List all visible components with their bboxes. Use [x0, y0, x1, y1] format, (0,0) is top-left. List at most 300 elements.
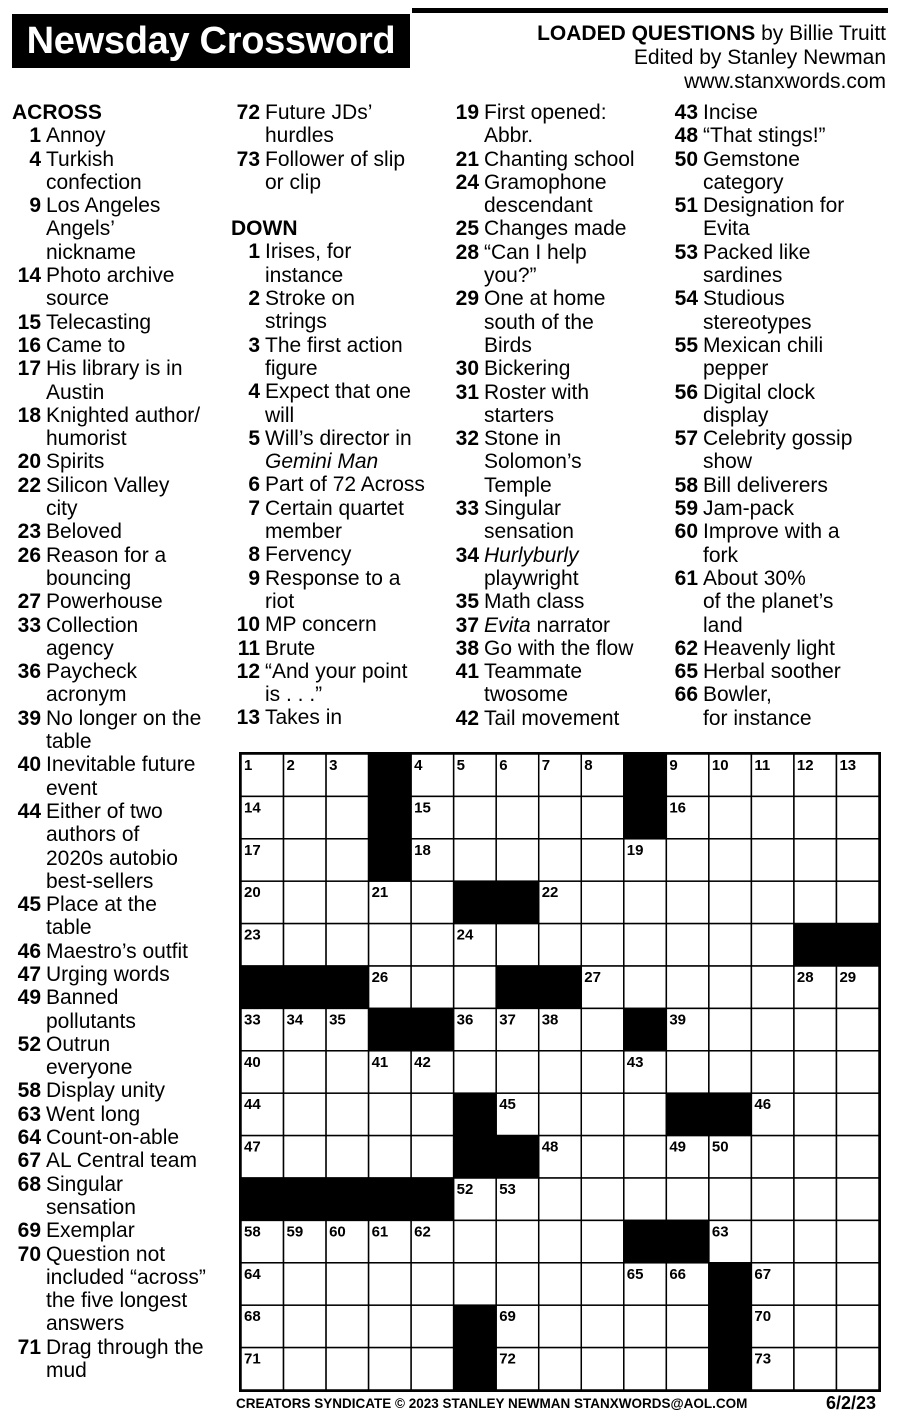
author: by Billie Truitt [761, 22, 886, 45]
grid-cell[interactable] [624, 966, 667, 1008]
down-clue-50[interactable] [669, 148, 894, 195]
black-square [454, 1305, 497, 1347]
puzzle-date: 6/2/23 [825, 1393, 876, 1413]
clue-number: 26 [17, 543, 41, 567]
grid-cell[interactable] [794, 1178, 837, 1220]
cell-number: 29 [839, 969, 857, 986]
down-clue-51[interactable] [669, 194, 894, 241]
across-clue-18[interactable] [12, 404, 224, 451]
black-square [326, 1178, 369, 1220]
down-clue-37[interactable] [450, 614, 662, 637]
grid-cell[interactable] [666, 966, 709, 1008]
grid-cell[interactable] [411, 924, 454, 966]
clue-text: Digital clock display [703, 380, 816, 427]
across-clue-14[interactable] [12, 264, 224, 311]
black-square [709, 1348, 752, 1390]
across-clue-47[interactable] [12, 963, 224, 986]
grid-cell[interactable] [836, 1136, 879, 1178]
down-clue-61[interactable] [669, 567, 894, 637]
clue-text: Studious stereotypes [703, 287, 812, 334]
clue-text: Maestro’s outfit [46, 939, 189, 963]
grid-cell[interactable] [751, 839, 794, 881]
black-square [624, 1220, 667, 1262]
down-clue-28[interactable] [450, 241, 662, 288]
down-clue-54[interactable] [669, 287, 894, 334]
across-clue-49[interactable] [12, 986, 224, 1033]
black-square [454, 1136, 497, 1178]
grid-cell[interactable] [751, 924, 794, 966]
grid-cell[interactable] [709, 924, 752, 966]
across-clue-15[interactable] [12, 311, 224, 334]
grid-cell[interactable] [496, 839, 539, 881]
grid-cell[interactable] [836, 1305, 879, 1347]
down-clue-35[interactable] [450, 590, 662, 613]
black-square [369, 839, 412, 881]
grid-cell[interactable] [539, 796, 582, 838]
across-clue-39[interactable] [12, 707, 224, 754]
across-clue-52[interactable] [12, 1033, 224, 1080]
grid-cell[interactable] [284, 1348, 327, 1390]
down-clue-9[interactable] [231, 567, 449, 614]
grid-cell[interactable] [794, 1220, 837, 1262]
grid-cell[interactable] [326, 1051, 369, 1093]
down-clue-60[interactable] [669, 520, 894, 567]
grid-cell[interactable] [539, 1220, 582, 1262]
grid-cell[interactable] [794, 1263, 837, 1305]
grid-cell[interactable] [794, 881, 837, 923]
clue-text: Fervency [265, 543, 352, 567]
grid-cell[interactable] [794, 839, 837, 881]
grid-cell[interactable] [836, 1220, 879, 1262]
grid-cell[interactable] [581, 796, 624, 838]
grid-cell[interactable] [581, 1305, 624, 1347]
down-clue-33[interactable] [450, 497, 662, 544]
grid-cell[interactable] [836, 1263, 879, 1305]
across-clue-67[interactable] [12, 1149, 224, 1172]
down-clue-29[interactable] [450, 287, 662, 357]
cell-number: 66 [669, 1265, 687, 1283]
down-clue-1[interactable] [231, 240, 449, 287]
grid-cell[interactable] [284, 1051, 327, 1093]
across-clue-27[interactable] [12, 590, 224, 613]
grid-cell[interactable] [369, 1348, 412, 1390]
clue-number: 63 [17, 1102, 41, 1126]
clue-text: His library is in Austin [46, 357, 183, 404]
grid-cell[interactable] [326, 881, 369, 923]
down-clue-3[interactable] [231, 334, 449, 381]
puzzle-title-line [537, 22, 886, 46]
grid-cell[interactable] [794, 796, 837, 838]
down-clue-55[interactable] [669, 334, 894, 381]
grid-cell[interactable] [411, 1263, 454, 1305]
grid-cell[interactable] [709, 796, 752, 838]
clue-number: 73 [236, 147, 260, 171]
across-clue-70[interactable] [12, 1243, 224, 1336]
clue-text: “That stings!” [703, 124, 826, 148]
down-clue-12[interactable] [231, 660, 449, 707]
across-clue-72[interactable] [231, 101, 449, 148]
grid-cell[interactable] [496, 924, 539, 966]
clue-text: First opened: Abbr. [484, 101, 607, 148]
down-clue-62[interactable] [669, 637, 894, 660]
grid-cell[interactable] [666, 839, 709, 881]
clue-text: Count-on-able [46, 1126, 180, 1150]
clue-number: 55 [674, 333, 698, 357]
across-clue-1[interactable] [12, 124, 224, 147]
across-clue-16[interactable] [12, 334, 224, 357]
clue-text: Place at the table [46, 893, 157, 940]
grid-cell[interactable] [411, 1136, 454, 1178]
grid-cell[interactable] [751, 966, 794, 1008]
clue-text: Annoy [46, 124, 106, 148]
grid-cell[interactable] [666, 1305, 709, 1347]
clue-text: Improve with a fork [703, 520, 840, 567]
grid-cell[interactable] [496, 1220, 539, 1262]
grid-cell[interactable] [326, 1263, 369, 1305]
across-clue-44[interactable] [12, 800, 224, 893]
clue-number: 2 [248, 287, 260, 311]
clue-column-2 [231, 101, 449, 730]
grid-cell[interactable] [836, 1178, 879, 1220]
grid-cell[interactable] [284, 1093, 327, 1135]
clue-text: Outrun everyone [46, 1032, 133, 1080]
grid-cell[interactable] [284, 1305, 327, 1347]
down-clue-10[interactable] [231, 613, 449, 636]
clue-number: 58 [17, 1079, 41, 1103]
across-clue-22[interactable] [12, 474, 224, 521]
clue-text: Drag through the mud [46, 1335, 204, 1383]
clue-text: Went long [46, 1102, 141, 1126]
grid-cell[interactable] [326, 1093, 369, 1135]
clue-text: Response to a riot [265, 566, 401, 613]
grid-cell[interactable] [369, 1263, 412, 1305]
down-clue-53[interactable] [669, 241, 894, 288]
clue-number: 61 [674, 566, 698, 590]
down-clue-24[interactable] [450, 171, 662, 218]
grid-cell[interactable] [539, 1178, 582, 1220]
across-clue-64[interactable] [12, 1126, 224, 1149]
grid-cell[interactable] [496, 1263, 539, 1305]
down-clue-32[interactable] [450, 427, 662, 497]
cell-number: 44 [244, 1096, 261, 1114]
black-square [624, 754, 667, 796]
editor: Edited by Stanley Newman [633, 46, 886, 69]
grid-cell[interactable] [836, 881, 879, 923]
down-clue-58[interactable] [669, 474, 894, 497]
down-clue-48[interactable] [669, 124, 894, 147]
grid-cell[interactable] [624, 881, 667, 923]
grid-cell[interactable] [539, 924, 582, 966]
across-clue-45[interactable] [12, 893, 224, 940]
clue-text: Takes in [265, 706, 343, 730]
grid-cell[interactable] [581, 1263, 624, 1305]
down-clue-8[interactable] [231, 543, 449, 566]
black-square [284, 966, 327, 1008]
grid-cell[interactable] [284, 1263, 327, 1305]
across-clue-9[interactable] [12, 194, 224, 264]
cell-number: 70 [754, 1308, 772, 1326]
across-clue-73[interactable] [231, 148, 449, 195]
grid-cell[interactable] [284, 839, 327, 881]
grid-cell[interactable] [326, 1136, 369, 1178]
grid-cell[interactable] [581, 881, 624, 923]
clue-number: 71 [17, 1335, 41, 1359]
down-clue-65[interactable] [669, 660, 894, 683]
black-square [539, 966, 582, 1008]
grid-cell[interactable] [284, 1136, 327, 1178]
clue-number: 37 [455, 613, 479, 637]
down-clue-31[interactable] [450, 381, 662, 428]
spacer [231, 194, 449, 217]
clue-number: 62 [674, 636, 698, 660]
across-clue-36[interactable] [12, 660, 224, 707]
grid-cell[interactable] [709, 881, 752, 923]
down-clue-57[interactable] [669, 427, 894, 474]
down-clue-38[interactable] [450, 637, 662, 660]
down-clue-5[interactable] [231, 427, 449, 474]
black-square [794, 924, 837, 966]
byline [537, 22, 886, 94]
clue-column-4 [669, 101, 894, 730]
grid-cell[interactable] [284, 796, 327, 838]
across-clue-20[interactable] [12, 450, 224, 473]
grid-cell[interactable] [794, 1093, 837, 1135]
grid-cell[interactable] [581, 1220, 624, 1262]
grid-cell[interactable] [369, 1305, 412, 1347]
grid-cell[interactable] [751, 796, 794, 838]
down-clue-2[interactable] [231, 287, 449, 334]
cell-number: 19 [626, 841, 644, 859]
down-clue-30[interactable] [450, 357, 662, 380]
grid-cell[interactable] [454, 1263, 497, 1305]
across-clue-4[interactable] [12, 148, 224, 195]
grid-cell[interactable] [326, 1348, 369, 1390]
grid-cell[interactable] [326, 924, 369, 966]
grid-cell[interactable] [284, 881, 327, 923]
grid-cell[interactable] [539, 1348, 582, 1390]
down-clue-6[interactable] [231, 473, 449, 496]
down-clue-4[interactable] [231, 380, 449, 427]
clue-text: Paycheck acronym [46, 660, 138, 707]
grid-cell[interactable] [624, 1178, 667, 1220]
grid-cell[interactable] [496, 1051, 539, 1093]
grid-cell[interactable] [794, 1008, 837, 1050]
down-clue-7[interactable] [231, 497, 449, 544]
grid-cell[interactable] [794, 1051, 837, 1093]
grid-cell[interactable] [751, 1008, 794, 1050]
grid-cell[interactable] [454, 1051, 497, 1093]
grid-cell[interactable] [454, 966, 497, 1008]
grid-cell[interactable] [751, 881, 794, 923]
down-clue-59[interactable] [669, 497, 894, 520]
clue-text: Collection agency [46, 613, 139, 660]
grid-cell[interactable] [411, 1305, 454, 1347]
down-clue-21[interactable] [450, 148, 662, 171]
grid-cell[interactable] [709, 1051, 752, 1093]
grid-cell[interactable] [284, 924, 327, 966]
grid-cell[interactable] [666, 924, 709, 966]
grid-cell[interactable] [836, 1008, 879, 1050]
clue-text: MP concern [265, 613, 377, 637]
grid-cell[interactable] [411, 966, 454, 1008]
grid-cell[interactable] [411, 1093, 454, 1135]
clue-number: 4 [29, 147, 41, 171]
grid-cell[interactable] [411, 881, 454, 923]
grid-cell[interactable] [836, 1051, 879, 1093]
cell-number: 48 [541, 1138, 559, 1156]
down-clue-19[interactable] [450, 101, 662, 148]
grid-cell[interactable] [581, 1178, 624, 1220]
grid-cell[interactable] [624, 924, 667, 966]
grid-cell[interactable] [539, 1093, 582, 1135]
grid-cell[interactable] [539, 839, 582, 881]
cell-number: 7 [541, 757, 551, 774]
clue-number: 53 [674, 240, 698, 264]
clue-number: 19 [455, 101, 479, 124]
down-clue-56[interactable] [669, 381, 894, 428]
across-clue-68[interactable] [12, 1173, 224, 1220]
grid-cell[interactable] [666, 1178, 709, 1220]
across-clue-69[interactable] [12, 1219, 224, 1242]
clue-text: Designation for Evita [703, 194, 845, 241]
cell-number: 26 [371, 969, 389, 986]
grid-cell[interactable] [581, 1008, 624, 1050]
cell-number: 41 [371, 1053, 389, 1071]
grid-cell[interactable] [454, 796, 497, 838]
across-clue-58[interactable] [12, 1079, 224, 1102]
cell-number: 13 [839, 757, 857, 774]
crossword-grid[interactable] [239, 752, 881, 1392]
cell-number: 62 [414, 1223, 431, 1241]
down-clue-42[interactable] [450, 707, 662, 730]
grid-cell[interactable] [581, 839, 624, 881]
grid-cell[interactable] [836, 839, 879, 881]
cell-number: 10 [711, 757, 729, 774]
clue-number: 38 [455, 636, 479, 660]
grid-cell[interactable] [751, 1220, 794, 1262]
cell-number: 9 [669, 757, 678, 774]
grid-cell[interactable] [411, 1348, 454, 1390]
grid-cell[interactable] [454, 839, 497, 881]
clue-number: 29 [455, 287, 479, 311]
down-clue-11[interactable] [231, 637, 449, 660]
across-clue-26[interactable] [12, 544, 224, 591]
down-clue-25[interactable] [450, 217, 662, 240]
clue-text: Future JDs’ hurdles [265, 101, 373, 148]
grid-cell[interactable] [666, 881, 709, 923]
across-clue-17[interactable] [12, 357, 224, 404]
across-clue-23[interactable] [12, 520, 224, 543]
down-clue-13[interactable] [231, 706, 449, 729]
grid-cell[interactable] [751, 1136, 794, 1178]
grid-cell[interactable] [326, 1305, 369, 1347]
clue-text: “Can I help you?” [484, 240, 587, 288]
grid-cell[interactable] [709, 1008, 752, 1050]
grid-cell[interactable] [836, 1093, 879, 1135]
clue-text: Math class [484, 590, 585, 614]
down-clue-41[interactable] [450, 660, 662, 707]
across-clue-71[interactable] [12, 1336, 224, 1383]
grid-cell[interactable] [794, 1136, 837, 1178]
grid-cell[interactable] [369, 1136, 412, 1178]
clue-number: 1 [248, 240, 260, 264]
clue-text: Herbal soother [703, 660, 841, 684]
grid-cell[interactable] [709, 1178, 752, 1220]
black-square [454, 881, 497, 923]
across-clue-40[interactable] [12, 753, 224, 800]
grid-cell[interactable] [751, 1178, 794, 1220]
grid-cell[interactable] [496, 796, 539, 838]
clue-text: Go with the flow [484, 636, 634, 660]
clue-number: 72 [236, 101, 260, 124]
cell-number: 58 [244, 1223, 261, 1241]
cell-number: 27 [584, 969, 601, 986]
grid-cell[interactable] [581, 924, 624, 966]
black-square [369, 1178, 412, 1220]
grid-cell[interactable] [624, 1136, 667, 1178]
grid-cell[interactable] [326, 839, 369, 881]
clue-number: 65 [674, 660, 698, 684]
grid-cell[interactable] [624, 1305, 667, 1347]
across-clue-33[interactable] [12, 614, 224, 661]
cell-number: 34 [286, 1011, 304, 1029]
across-clue-46[interactable] [12, 940, 224, 963]
clue-text: Beloved [46, 520, 122, 544]
cell-number: 28 [796, 969, 814, 986]
grid-cell[interactable] [624, 1348, 667, 1390]
grid-cell[interactable] [581, 1051, 624, 1093]
grid-cell[interactable] [581, 1093, 624, 1135]
grid-cell[interactable] [709, 966, 752, 1008]
across-clue-63[interactable] [12, 1103, 224, 1126]
grid-cell[interactable] [666, 1348, 709, 1390]
grid-cell[interactable] [326, 796, 369, 838]
cell-number: 53 [499, 1181, 516, 1198]
clue-number: 48 [674, 124, 698, 148]
grid-cell[interactable] [369, 1093, 412, 1135]
grid-cell[interactable] [539, 1051, 582, 1093]
grid-cell[interactable] [666, 1051, 709, 1093]
grid-cell[interactable] [709, 839, 752, 881]
black-square [624, 796, 667, 838]
grid-cell[interactable] [581, 1136, 624, 1178]
grid-cell[interactable] [369, 924, 412, 966]
clue-number: 18 [17, 403, 41, 427]
clue-text: Tail movement [484, 706, 620, 730]
grid-cell[interactable] [581, 1348, 624, 1390]
down-clue-66[interactable] [669, 683, 894, 730]
grid-cell[interactable] [454, 1220, 497, 1262]
grid-cell[interactable] [836, 796, 879, 838]
grid-cell[interactable] [836, 1348, 879, 1390]
grid-cell[interactable] [751, 1051, 794, 1093]
grid-cell[interactable] [624, 1093, 667, 1135]
clue-number: 56 [674, 380, 698, 404]
clue-number: 7 [248, 496, 260, 520]
grid-cell[interactable] [794, 1305, 837, 1347]
cell-number: 43 [626, 1053, 644, 1071]
down-clue-34[interactable] [450, 544, 662, 591]
clue-number: 11 [237, 636, 260, 660]
clue-number: 4 [248, 380, 260, 404]
clue-text: Singular sensation [484, 497, 574, 544]
clue-text: Banned pollutants [46, 986, 136, 1033]
down-clue-43[interactable] [669, 101, 894, 124]
grid-cell[interactable] [539, 1263, 582, 1305]
grid-cell[interactable] [794, 1348, 837, 1390]
clue-text: Question not included “across” the five longest answers [46, 1242, 206, 1336]
grid-cell[interactable] [539, 1305, 582, 1347]
